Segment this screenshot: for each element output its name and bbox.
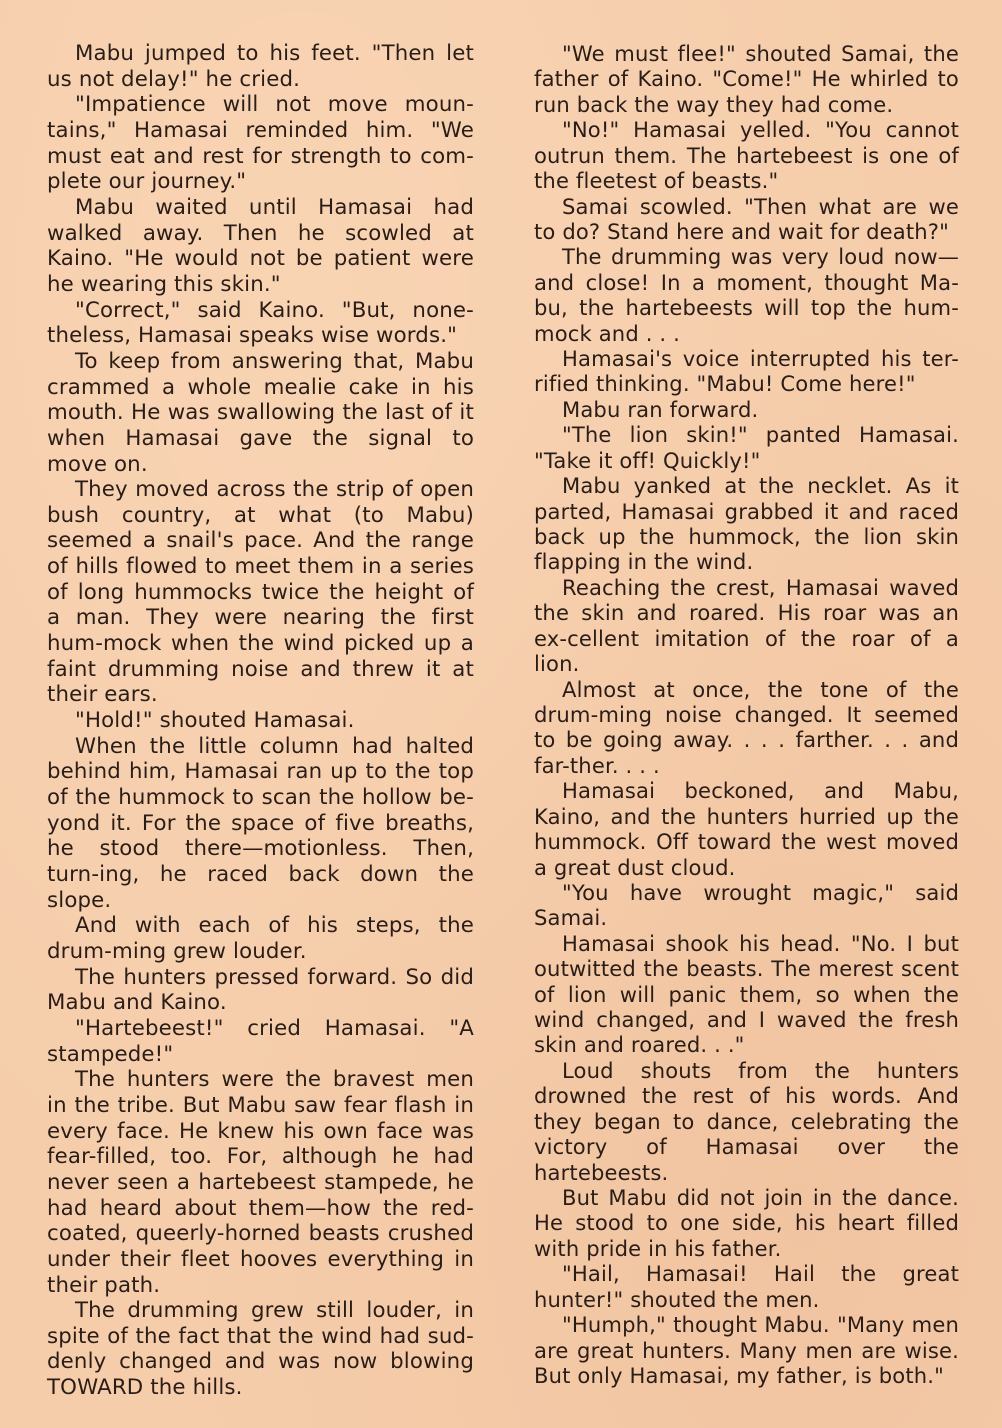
paragraph: The drumming was very loud now— and close! In a moment, thought Ma-bu, the hartebeests will top the hum-mock and . . .	[534, 244, 959, 346]
paragraph: "Correct," said Kaino. "But, none-theless, Hamasai speaks wise words."	[47, 297, 474, 349]
paragraph: Almost at once, the tone of the drum-ming noise changed. It seemed to be going away. . . . farther. . . and far-ther. . . .	[534, 676, 959, 778]
paragraph: Hamasai's voice interrupted his ter-rified thinking. "Mabu! Come here!"	[534, 346, 959, 397]
paragraph: "Hartebeest!" cried Hamasai. "A stampede!"	[47, 1015, 474, 1067]
paragraph: Loud shouts from the hunters drowned the rest of his words. And they began to dance, celebrating the victory of Hamasai over the hartebeests.	[534, 1057, 959, 1185]
paragraph: And with each of his steps, the drum-ming grew louder.	[47, 913, 474, 964]
paragraph: Hamasai beckoned, and Mabu, Kaino, and the hunters hurried up the hummock. Off toward the west moved a great dust cloud.	[534, 778, 959, 880]
paragraph: When the little column had halted behind him, Hamasai ran up to the top of the hummock to scan the hollow be-yond it. For the space of five breaths, he stood there—motionless. Then, turn-ing, he raced back down the slope.	[47, 733, 474, 913]
paragraph: The drumming grew still louder, in spite of the fact that the wind had sud-denly changed and was now blowing TOWARD the hills.	[47, 1298, 474, 1401]
paragraph: Samai scowled. "Then what are we to do? Stand here and wait for death?"	[534, 193, 959, 244]
paragraph: "Hail, Hamasai! Hail the great hunter!" shouted the men.	[534, 1261, 959, 1312]
paragraph: Mabu jumped to his feet. "Then let us not delay!" he cried.	[47, 41, 474, 92]
left-text-column	[47, 41, 474, 1401]
paragraph: Mabu waited until Hamasai had walked away. Then he scowled at Kaino. "He would not be patient were he wearing this skin."	[47, 194, 474, 297]
paragraph: But Mabu did not join in the dance. He stood to one side, his heart filled with pride in his father.	[534, 1184, 959, 1261]
paragraph: They moved across the strip of open bush country, at what (to Mabu) seemed a snail's pace. And the range of hills flowed to meet them in a series of long hummocks twice the height of a man. They were nearing the first hum-mock when the wind picked up a faint drumming noise and threw it at their ears.	[47, 477, 474, 708]
paragraph: "We must flee!" shouted Samai, the father of Kaino. "Come!" He whirled to run back the way they had come.	[534, 41, 959, 117]
paragraph: To keep from answering that, Mabu crammed a whole mealie cake in his mouth. He was swallowing the last of it when Hamasai gave the signal to move on.	[47, 348, 474, 477]
paragraph: The hunters pressed forward. So did Mabu and Kaino.	[47, 964, 474, 1016]
right-text-column	[534, 41, 959, 1388]
paragraph: Mabu yanked at the necklet. As it parted, Hamasai grabbed it and raced back up the hummock, the lion skin flapping in the wind.	[534, 473, 959, 575]
paragraph: Mabu ran forward.	[562, 396, 759, 422]
paragraph: "Hold!" shouted Hamasai.	[75, 708, 355, 734]
paragraph: "Impatience will not move moun-tains," Hamasai reminded him. "We must eat and rest for strength to com-plete our journey."	[47, 92, 474, 195]
paragraph: Reaching the crest, Hamasai waved the skin and roared. His roar was an ex-cellent imitation of the roar of a lion.	[534, 574, 959, 677]
paragraph: Hamasai shook his head. "No. I but outwitted the beasts. The merest scent of lion will panic them, so when the wind changed, and I waved the fresh skin and roared. . ."	[534, 930, 959, 1058]
paragraph: "Humph," thought Mabu. "Many men are great hunters. Many men are wise. But only Hamasai, my father, is both."	[534, 1312, 959, 1388]
paragraph: The hunters were the bravest men in the tribe. But Mabu saw fear flash in every face. He knew his own face was fear-filled, too. For, although he had never seen a hartebeest stampede, he had heard about them—how the red-coated, queerly-horned beasts crushed under their fleet hooves everything in their path.	[47, 1067, 474, 1298]
paragraph: "No!" Hamasai yelled. "You cannot outrun them. The hartebeest is one of the fleetest of beasts."	[534, 117, 959, 194]
paragraph: "The lion skin!" panted Hamasai. "Take it off! Quickly!"	[534, 422, 959, 473]
paragraph: "You have wrought magic," said Samai.	[534, 879, 959, 931]
